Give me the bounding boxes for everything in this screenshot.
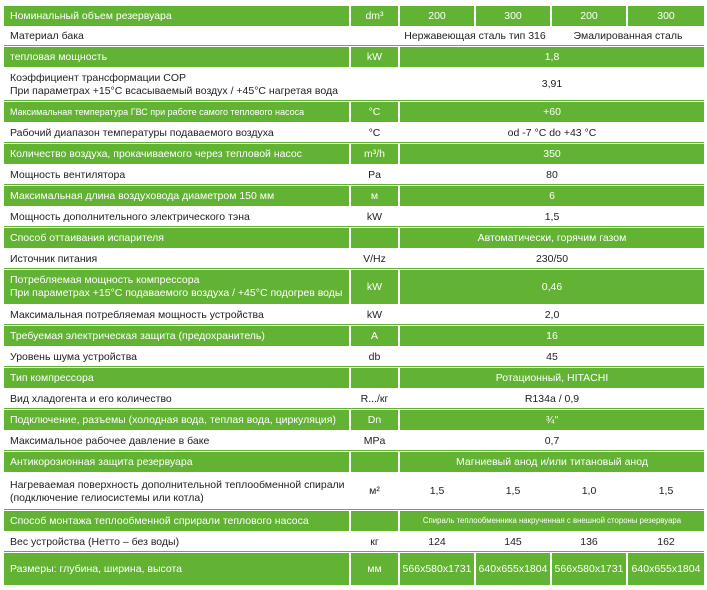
row-divider xyxy=(4,324,704,325)
row-value xyxy=(476,474,550,509)
row-value-text xyxy=(546,330,558,343)
row-value-text xyxy=(428,10,446,23)
row-value xyxy=(552,474,626,509)
value-line: +60 xyxy=(543,105,561,118)
table-row xyxy=(4,47,704,67)
value-line: Автоматически, горячим газом xyxy=(477,231,627,244)
row-value-text xyxy=(456,456,648,469)
row-unit-text: °C xyxy=(368,105,381,118)
row-label-line: Номинальный объем резервуара xyxy=(10,9,172,22)
row-unit xyxy=(351,28,398,45)
row-label-line: Уровень шума устройства xyxy=(10,350,137,363)
row-label-line: Вид хладогента и его количество xyxy=(10,392,172,405)
row-value-text xyxy=(580,10,598,23)
value-line: 566x580x xyxy=(554,562,601,575)
value-line: 200 xyxy=(580,9,598,22)
row-label-line: Максимальная температура ГВС при работе самого теплового насоса xyxy=(10,106,305,117)
value-line: 640x655x xyxy=(631,562,678,575)
row-label xyxy=(4,452,349,472)
row-label-line: Максимальное рабочее давление в баке xyxy=(10,434,210,447)
row-value-text xyxy=(478,232,627,245)
row-unit-text: мм xyxy=(367,562,382,575)
row-value-text xyxy=(545,435,560,448)
row-value-text xyxy=(525,393,579,406)
row-unit xyxy=(351,6,398,26)
row-label-line: Вес устройства (Нетто – без воды) xyxy=(10,535,180,548)
row-value-text xyxy=(542,281,562,294)
row-label xyxy=(4,228,349,248)
row-divider xyxy=(4,45,704,46)
row-label-line: Источник питания xyxy=(10,252,98,265)
row-label-line: Мощность вентилятора xyxy=(10,168,126,181)
row-value xyxy=(400,208,704,226)
row-value xyxy=(400,6,474,26)
row-unit xyxy=(351,250,398,268)
value-line: 2,0 xyxy=(544,308,560,321)
row-value-text xyxy=(508,127,597,140)
row-label-text xyxy=(10,479,345,504)
table-row xyxy=(4,102,704,122)
row-value xyxy=(400,348,704,366)
row-label-line: Способ оттаивания испарителя xyxy=(10,231,164,244)
value-line: 566x580x xyxy=(402,562,449,575)
row-label-text xyxy=(10,435,209,448)
row-unit-text: °C xyxy=(368,126,381,139)
row-value xyxy=(552,6,626,26)
row-label-text xyxy=(10,515,309,528)
row-unit-text: dm³ xyxy=(365,9,384,22)
row-value-text xyxy=(546,169,558,182)
row-value xyxy=(552,28,704,45)
row-value-text xyxy=(504,10,522,23)
row-label-text xyxy=(10,30,84,43)
row-value-text xyxy=(657,536,675,549)
value-line: Нержавеющая сталь тип 316 xyxy=(404,30,546,43)
row-value-text xyxy=(536,253,568,266)
row-unit xyxy=(351,306,398,324)
value-line: 136 xyxy=(580,535,598,548)
row-label-text xyxy=(10,107,304,118)
row-value xyxy=(400,511,704,531)
row-divider xyxy=(4,268,704,269)
row-value-text xyxy=(555,563,624,576)
row-label xyxy=(4,533,349,551)
row-unit xyxy=(351,144,398,164)
row-label xyxy=(4,69,349,100)
value-line: ¾" xyxy=(545,413,559,426)
row-value-text xyxy=(496,372,608,385)
row-label xyxy=(4,348,349,366)
value-line: 1,0 xyxy=(581,485,597,498)
value-line-2: 1731 xyxy=(600,562,624,575)
row-divider xyxy=(4,509,704,510)
row-value xyxy=(400,474,474,509)
table-row xyxy=(4,553,704,585)
row-unit-text: м² xyxy=(369,485,380,498)
value-line-2: 1804 xyxy=(677,562,701,575)
row-label-line: Максимальная потребляемая мощность устройства xyxy=(10,308,264,321)
row-label xyxy=(4,166,349,184)
row-value xyxy=(628,553,704,585)
row-label xyxy=(4,47,349,67)
row-unit xyxy=(351,511,398,531)
value-line: Эмалированная сталь xyxy=(573,30,683,43)
table-row xyxy=(4,28,704,45)
value-line: 1,5 xyxy=(544,210,560,223)
row-label-text xyxy=(10,393,172,406)
row-value-text xyxy=(543,148,561,161)
row-value xyxy=(400,533,474,551)
row-value xyxy=(628,474,704,509)
row-value-text xyxy=(574,30,683,43)
row-label-text xyxy=(10,51,107,64)
row-label-text xyxy=(10,330,265,343)
table-row xyxy=(4,306,704,324)
row-value xyxy=(400,28,550,45)
row-unit-text: m³/h xyxy=(364,147,385,160)
row-label xyxy=(4,186,349,206)
row-value xyxy=(400,250,704,268)
value-line: 124 xyxy=(428,535,446,548)
table-row xyxy=(4,208,704,226)
table-row xyxy=(4,368,704,388)
row-label-text xyxy=(10,456,193,469)
row-label-line: Способ монтажа теплообменной сприрали теплового насоса xyxy=(10,514,309,527)
row-label-text xyxy=(10,169,125,182)
row-value xyxy=(400,410,704,430)
row-label-text xyxy=(10,414,336,427)
value-line: 3,91 xyxy=(541,78,563,91)
row-unit xyxy=(351,553,398,585)
row-unit-text: R.../кг xyxy=(360,392,389,405)
row-value xyxy=(400,124,704,142)
row-label-line: Количество воздуха, прокачиваемого через тепловой насос xyxy=(10,147,302,160)
row-label xyxy=(4,390,349,408)
row-label-line: Коэффициент трансформации COP xyxy=(10,71,187,84)
row-value xyxy=(628,533,704,551)
row-value xyxy=(400,186,704,206)
table-row xyxy=(4,533,704,551)
row-value-text xyxy=(580,536,598,549)
row-label xyxy=(4,368,349,388)
value-line: 1,5 xyxy=(429,485,445,498)
row-label xyxy=(4,144,349,164)
row-unit xyxy=(351,348,398,366)
row-value-text xyxy=(423,516,681,525)
value-line: 350 xyxy=(543,147,561,160)
value-line: 200 xyxy=(428,9,446,22)
row-value-text xyxy=(545,309,560,322)
row-unit xyxy=(351,270,398,304)
row-value-text xyxy=(430,485,445,498)
row-value-text xyxy=(582,485,597,498)
row-label-line: тепловая мощность xyxy=(10,50,108,63)
row-divider xyxy=(4,142,704,143)
value-line: 145 xyxy=(504,535,522,548)
table-row xyxy=(4,144,704,164)
row-divider xyxy=(4,100,704,101)
value-line: 162 xyxy=(657,535,675,548)
value-line-2: 1731 xyxy=(448,562,472,575)
value-line: 16 xyxy=(546,329,558,342)
row-label-text xyxy=(10,351,137,364)
row-label-note: При параметрах +15°C всасываемый воздух / +45°C нагретая вода xyxy=(10,84,338,97)
row-value xyxy=(400,47,704,67)
row-label xyxy=(4,208,349,226)
row-value xyxy=(400,553,474,585)
row-unit xyxy=(351,390,398,408)
row-label-line: Потребляемая мощность компрессора xyxy=(10,274,200,287)
row-value xyxy=(476,553,550,585)
value-line: od -7 °C do +43 °C xyxy=(507,126,597,139)
value-line: 300 xyxy=(657,9,675,22)
row-unit-text: kW xyxy=(366,280,383,293)
table-row xyxy=(4,6,704,26)
row-divider xyxy=(4,551,704,552)
table-row xyxy=(4,474,704,509)
row-label-line: Материал бака xyxy=(10,30,84,43)
row-unit-text: Dn xyxy=(367,413,382,426)
row-label xyxy=(4,410,349,430)
row-label xyxy=(4,432,349,450)
row-divider xyxy=(4,226,704,227)
row-label-line: Тип компрессора xyxy=(10,371,94,384)
row-unit xyxy=(351,102,398,122)
row-label-text xyxy=(10,211,250,224)
row-value xyxy=(400,166,704,184)
row-label-line: Нагреваемая поверхность дополнительной теплообменной спирали xyxy=(10,478,345,491)
row-value-text xyxy=(545,51,560,64)
row-divider xyxy=(4,450,704,451)
value-line: R134a / 0,9 xyxy=(524,392,580,405)
table-row xyxy=(4,348,704,366)
value-line: 0,7 xyxy=(544,434,560,447)
row-unit-text: кг xyxy=(370,535,379,548)
table-row xyxy=(4,228,704,248)
row-value-text xyxy=(549,190,555,203)
row-unit-text: MPa xyxy=(363,434,386,447)
value-line: 230/50 xyxy=(535,252,569,265)
row-unit xyxy=(351,186,398,206)
row-label-line: Подключение, разъемы (холодная вода, теплая вода, циркуляция) xyxy=(10,413,336,426)
row-label-line: Требуемая электрическая защита (предохранитель) xyxy=(10,329,265,342)
row-unit xyxy=(351,474,398,509)
row-label xyxy=(4,474,349,509)
row-unit xyxy=(351,432,398,450)
table-row xyxy=(4,69,704,100)
row-value-text xyxy=(657,10,675,23)
row-label-text xyxy=(10,72,338,97)
row-value xyxy=(400,69,704,100)
table-row xyxy=(4,186,704,206)
row-label-text xyxy=(10,274,342,299)
row-label xyxy=(4,270,349,304)
row-value-text xyxy=(504,536,522,549)
row-label xyxy=(4,553,349,585)
row-value xyxy=(400,102,704,122)
row-value-text xyxy=(542,78,562,91)
value-line: 300 xyxy=(504,9,522,22)
table-row xyxy=(4,432,704,450)
row-unit-text: A xyxy=(370,329,378,342)
row-value xyxy=(476,533,550,551)
value-line: 45 xyxy=(546,350,558,363)
value-line: 1,5 xyxy=(658,485,674,498)
row-value-text xyxy=(404,30,545,43)
value-line-2: 1804 xyxy=(524,562,548,575)
row-label-note: При параметрах +15°C подаваемого воздуха / +45°C подогрев воды xyxy=(10,287,343,299)
table-row xyxy=(4,270,704,304)
row-label-text xyxy=(10,232,164,245)
row-value-text xyxy=(506,485,521,498)
table-row xyxy=(4,410,704,430)
value-line: 1,5 xyxy=(505,485,521,498)
row-label xyxy=(4,511,349,531)
row-label-note: (подключение гелиосистемы или котла) xyxy=(10,491,204,504)
row-label xyxy=(4,28,349,45)
row-label xyxy=(4,124,349,142)
value-line: 80 xyxy=(546,168,558,181)
row-unit xyxy=(351,452,398,472)
value-line: 0,46 xyxy=(541,280,563,293)
row-label-text xyxy=(10,536,179,549)
row-value xyxy=(400,326,704,346)
row-value xyxy=(400,144,704,164)
row-divider xyxy=(4,408,704,409)
row-unit xyxy=(351,69,398,100)
row-label-line: Размеры: глубина, ширина, высота xyxy=(10,562,183,575)
table-row xyxy=(4,250,704,268)
row-unit xyxy=(351,208,398,226)
row-value xyxy=(552,533,626,551)
row-label-text xyxy=(10,372,94,385)
row-unit-text: kW xyxy=(366,308,383,321)
value-line: 640x655x xyxy=(478,562,525,575)
row-value xyxy=(400,432,704,450)
table-row xyxy=(4,511,704,531)
row-value xyxy=(400,270,704,304)
row-unit xyxy=(351,533,398,551)
row-value-text xyxy=(403,563,472,576)
row-value-text xyxy=(546,351,558,364)
table-row xyxy=(4,166,704,184)
row-value-text xyxy=(546,414,558,427)
row-label-text xyxy=(10,563,182,576)
row-unit xyxy=(351,410,398,430)
row-unit-text: db xyxy=(368,350,381,363)
table-row xyxy=(4,390,704,408)
table-row xyxy=(4,452,704,472)
row-label xyxy=(4,102,349,122)
row-value xyxy=(628,6,704,26)
row-label-text xyxy=(10,309,264,322)
row-value xyxy=(400,228,704,248)
row-unit-text: м xyxy=(370,189,379,202)
row-label xyxy=(4,6,349,26)
value-line: Спираль теплообменника накрученная с внешной стороны резервуара xyxy=(422,516,682,526)
row-unit-text: Pa xyxy=(368,168,381,181)
row-value-text xyxy=(659,485,674,498)
value-line: 6 xyxy=(549,189,555,202)
row-value-text xyxy=(545,211,560,224)
value-line: 1,8 xyxy=(544,50,560,63)
row-value xyxy=(400,306,704,324)
row-label-line: Антикорозионная защита резервуара xyxy=(10,455,193,468)
row-label-line: Максимальная длина воздуховода диаметром 150 мм xyxy=(10,189,275,202)
row-unit xyxy=(351,228,398,248)
row-value xyxy=(552,553,626,585)
row-label-text xyxy=(10,253,97,266)
row-label-line: Мощность дополнительного электрического тэна xyxy=(10,210,250,223)
row-unit xyxy=(351,124,398,142)
row-value xyxy=(400,452,704,472)
row-value-text xyxy=(428,536,446,549)
row-unit xyxy=(351,47,398,67)
table-row xyxy=(4,124,704,142)
row-label-text xyxy=(10,148,302,161)
value-line: Магниевый анод и/или титановый анод xyxy=(456,455,648,468)
value-line: Ротационный, HITACHI xyxy=(495,371,609,384)
row-unit xyxy=(351,326,398,346)
row-value-text xyxy=(543,106,561,119)
row-unit-text: kW xyxy=(366,210,383,223)
row-label xyxy=(4,250,349,268)
row-unit xyxy=(351,368,398,388)
row-unit-text: V/Hz xyxy=(363,252,386,265)
row-unit-text: kW xyxy=(366,50,383,63)
row-value xyxy=(476,6,550,26)
row-label xyxy=(4,306,349,324)
row-label xyxy=(4,326,349,346)
row-value-text xyxy=(479,563,548,576)
table-row xyxy=(4,326,704,346)
row-value xyxy=(400,368,704,388)
row-value xyxy=(400,390,704,408)
row-label-text xyxy=(10,190,274,203)
row-label-text xyxy=(10,127,274,140)
row-label-text xyxy=(10,10,172,23)
row-divider xyxy=(4,184,704,185)
row-label-line: Рабочий диапазон температуры подаваемого воздуха xyxy=(10,126,274,139)
row-unit xyxy=(351,166,398,184)
row-value-text xyxy=(632,563,701,576)
row-divider xyxy=(4,366,704,367)
